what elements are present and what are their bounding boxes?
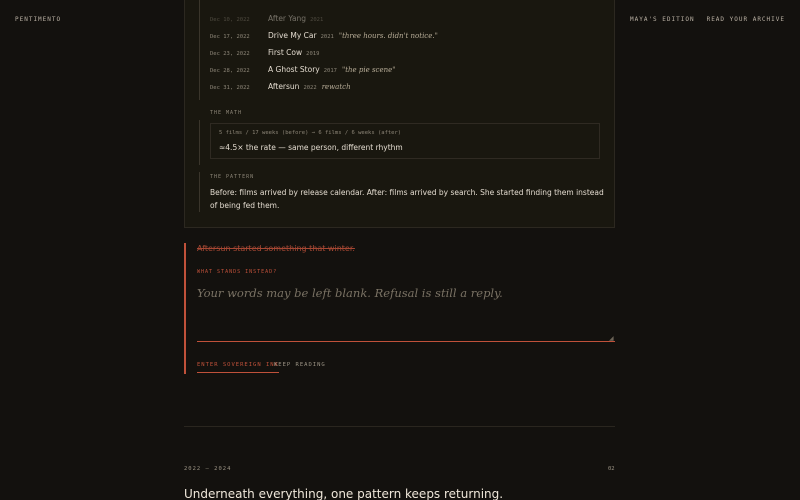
chapter-years: 2022 – 2024 xyxy=(184,466,232,472)
enter-sovereign-ink-button[interactable]: ENTER SOVEREIGN INK xyxy=(197,362,279,373)
math-result: ≈4.5× the rate — same person, different rhythm xyxy=(219,143,403,152)
film-date: Dec 10, 2022 xyxy=(210,17,250,23)
film-row xyxy=(210,65,396,74)
brand-logo[interactable]: PENTIMENTO xyxy=(15,16,62,23)
film-note: "the pie scene" xyxy=(341,66,396,74)
film-title: After Yang xyxy=(268,14,307,23)
film-row xyxy=(210,82,351,91)
film-date: Dec 28, 2022 xyxy=(210,68,250,74)
film-title: A Ghost Story xyxy=(268,65,320,74)
prompt-label: WHAT STANDS INSTEAD? xyxy=(197,269,278,275)
chapter-headline: Underneath everything, one pattern keeps returning. xyxy=(184,487,504,500)
math-label: THE MATH xyxy=(210,110,243,116)
film-row xyxy=(210,48,319,57)
sovereign-ink-input[interactable] xyxy=(197,284,615,342)
math-formula: 5 films / 17 weeks (before) → 6 films / 6 weeks (after) xyxy=(219,130,402,136)
film-year: 2021 xyxy=(320,34,334,40)
film-title: Aftersun xyxy=(268,82,300,91)
struck-sentence: Aftersun started something that winter. xyxy=(197,244,355,253)
top-nav xyxy=(630,16,785,23)
film-year: 2019 xyxy=(306,51,320,57)
film-year: 2022 xyxy=(303,85,317,91)
film-year: 2021 xyxy=(310,17,324,23)
film-note: "three hours. didn't notice." xyxy=(338,32,438,40)
nav-edition[interactable]: MAYA'S EDITION xyxy=(630,16,695,23)
resize-grip-icon[interactable]: ◢ xyxy=(609,335,614,342)
film-title: First Cow xyxy=(268,48,303,57)
math-box xyxy=(210,123,600,159)
film-year: 2017 xyxy=(323,68,337,74)
film-row xyxy=(210,31,438,40)
pattern-text: Before: films arrived by release calendar. After: films arrived by search. She started finding them instead of being fed them. xyxy=(210,188,604,210)
math-rule xyxy=(199,120,200,165)
pattern-label: THE PATTERN xyxy=(210,174,255,180)
film-title: Drive My Car xyxy=(268,31,317,40)
chapter-number: 02 xyxy=(608,466,615,472)
film-list xyxy=(199,0,610,100)
keep-reading-button[interactable]: KEEP READING xyxy=(274,362,326,368)
film-date: Dec 17, 2022 xyxy=(210,34,250,40)
nav-read-archive[interactable]: READ YOUR ARCHIVE xyxy=(706,16,785,23)
film-date: Dec 23, 2022 xyxy=(210,51,250,57)
film-row xyxy=(210,14,323,23)
ink-accent-bar xyxy=(184,243,186,374)
film-note: rewatch xyxy=(321,83,351,91)
section-divider xyxy=(184,426,615,427)
film-date: Dec 31, 2022 xyxy=(210,85,250,91)
pattern-rule xyxy=(199,172,200,212)
